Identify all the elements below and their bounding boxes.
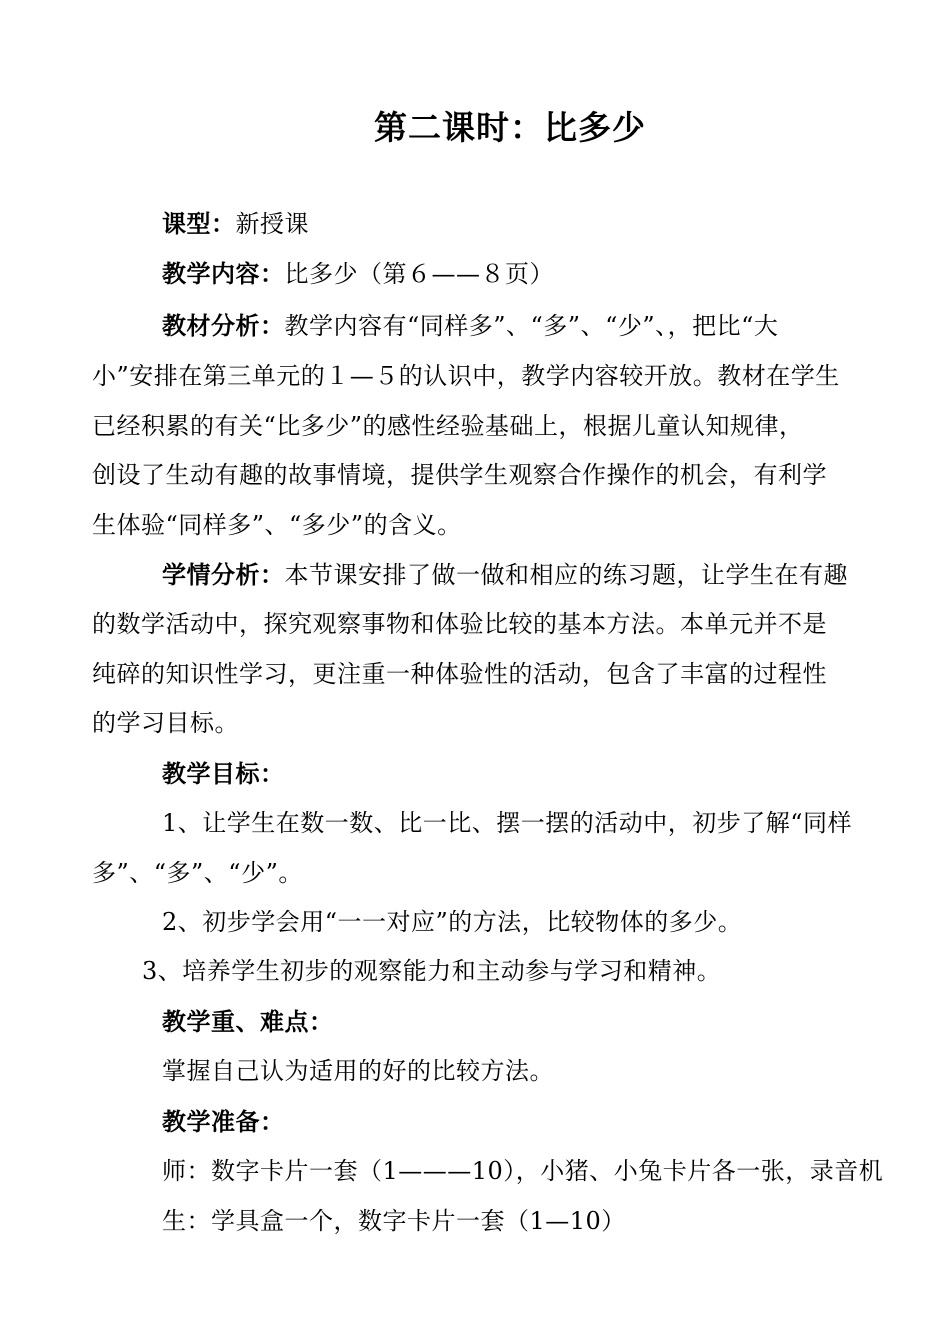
lesson-type-value: 新授课	[235, 210, 309, 238]
learning-analysis-line-4: 的学习目标。	[92, 709, 239, 737]
learning-analysis-text: 本节课安排了做一做和相应的练习题，让学生在有趣	[284, 561, 848, 589]
preparation-student: 生：学具盒一个，数字卡片一套（1—10）	[162, 1207, 626, 1235]
material-analysis-line-1	[162, 309, 862, 343]
learning-analysis-line-2: 的数学活动中，探究观察事物和体验比较的基本方法。本单元并不是	[92, 610, 827, 638]
material-analysis-label: 教材分析：	[162, 312, 285, 340]
key-points-text: 掌握自己认为适用的好的比较方法。	[162, 1057, 554, 1085]
objective-item-3: 3、培养学生初步的观察能力和主动参与学习和精神。	[142, 957, 722, 985]
learning-analysis-line-1	[162, 558, 862, 592]
objective-item-2: 2、初步学会用“一一对应”的方法，比较物体的多少。	[162, 908, 743, 936]
teaching-content-label: 教学内容：	[162, 260, 285, 288]
learning-analysis-line-3: 纯碎的知识性学习，更注重一种体验性的活动，包含了丰富的过程性	[92, 660, 827, 688]
objective-item-1-cont: 多”、“多”、“少”。	[92, 859, 303, 887]
teaching-content-value: 比多少（第６——８页）	[284, 260, 554, 288]
objective-item-1: 1、让学生在数一数、比一比、摆一摆的活动中，初步了解“同样	[162, 809, 853, 837]
material-analysis-line-2: 小”安排在第三单元的１—５的认识中，教学内容较开放。教材在学生	[92, 362, 840, 390]
preparation-teacher: 师：数字卡片一套（1———10），小猪、小兔卡片各一张，录音机	[162, 1157, 884, 1185]
material-analysis-text: 教学内容有“同样多”、“多”、“少”、，把比“大	[284, 312, 779, 340]
lesson-type-label: 课型：	[162, 210, 236, 238]
lesson-type-line	[162, 207, 862, 241]
teaching-content-line	[162, 257, 862, 291]
material-analysis-line-4: 创设了生动有趣的故事情境，提供学生观察合作操作的机会，有利学	[92, 461, 827, 489]
preparation-heading: 教学准备：	[162, 1108, 285, 1136]
objectives-heading: 教学目标：	[162, 760, 285, 788]
material-analysis-line-5: 生体验“同样多”、“多少”的含义。	[92, 511, 462, 539]
page-title: 第二课时：比多少	[374, 108, 646, 147]
material-analysis-line-3: 已经积累的有关“比多少”的感性经验基础上，根据儿童认知规律，	[92, 412, 804, 440]
learning-analysis-label: 学情分析：	[162, 561, 285, 589]
key-points-heading: 教学重、难点：	[162, 1008, 334, 1036]
